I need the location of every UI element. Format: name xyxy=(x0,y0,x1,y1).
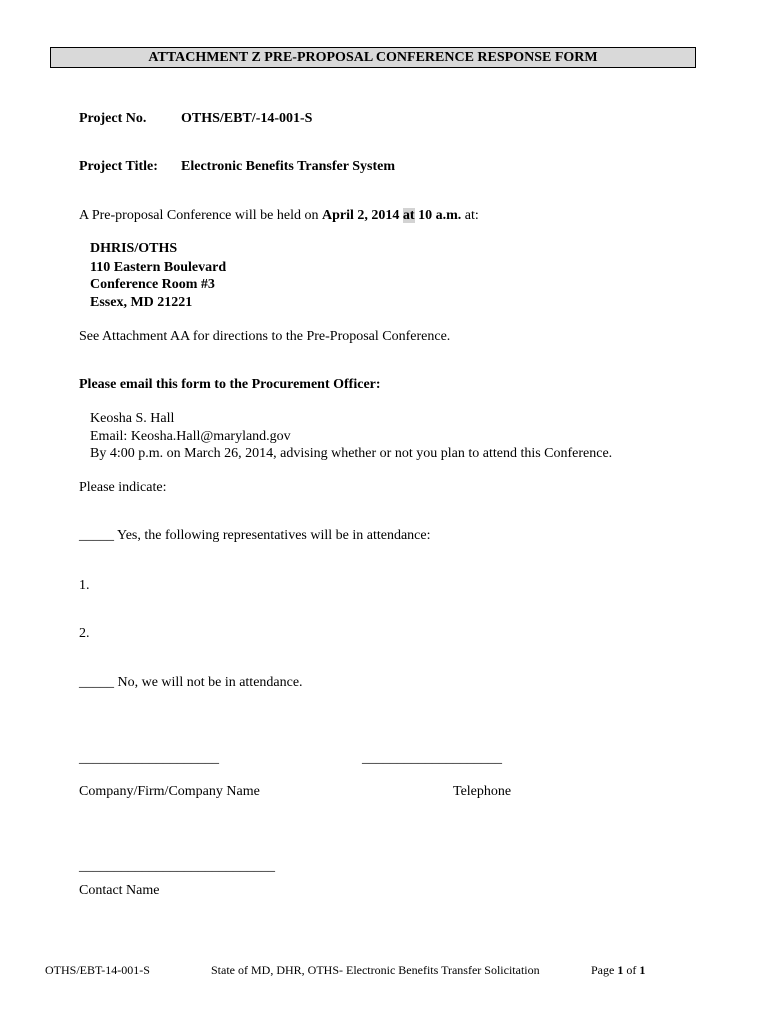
page-prefix: Page xyxy=(591,963,618,977)
address-line-1: DHRIS/OTHS xyxy=(90,241,178,256)
officer-email: Email: Keosha.Hall@maryland.gov xyxy=(90,429,291,444)
conference-intro-prefix: A Pre-proposal Conference will be held on xyxy=(79,208,322,223)
project-number-label: Project No. xyxy=(79,111,147,126)
officer-name: Keosha S. Hall xyxy=(90,411,175,426)
project-number-value: OTHS/EBT/-14-001-S xyxy=(181,111,313,126)
page-total: 1 xyxy=(639,963,646,977)
address-line-3: Conference Room #3 xyxy=(90,277,215,292)
response-deadline: By 4:00 p.m. on March 26, 2014, advising whether or not you plan to attend this Conference. xyxy=(90,446,613,461)
company-name-label: Company/Firm/Company Name xyxy=(79,784,260,799)
project-title-value: Electronic Benefits Transfer System xyxy=(181,159,395,174)
contact-name-label: Contact Name xyxy=(79,883,160,898)
footer-page-number xyxy=(591,962,645,979)
telephone-label: Telephone xyxy=(453,784,512,799)
directions-note: See Attachment AA for directions to the Pre-Proposal Conference. xyxy=(79,329,451,344)
page-current: 1 xyxy=(617,963,624,977)
address-line-2: 110 Eastern Boulevard xyxy=(90,260,227,275)
footer-solicitation-title: State of MD, DHR, OTHS- Electronic Benefits Transfer Solicitation xyxy=(211,963,540,977)
form-title: ATTACHMENT Z PRE-PROPOSAL CONFERENCE RESPONSE FORM xyxy=(50,47,696,68)
address-line-4: Essex, MD 21221 xyxy=(90,295,193,310)
email-heading: Please email this form to the Procurement Officer: xyxy=(79,377,381,392)
company-signature-line: ____________________ xyxy=(79,751,219,766)
page-of: of xyxy=(623,963,640,977)
telephone-signature-line: ____________________ xyxy=(362,751,502,766)
conference-date: April 2, 2014 xyxy=(322,208,400,223)
footer-document-id: OTHS/EBT-14-001-S xyxy=(45,963,150,977)
conference-intro xyxy=(79,207,479,224)
representative-2: 2. xyxy=(79,626,90,641)
representative-1: 1. xyxy=(79,578,90,593)
contact-signature-line: ____________________________ xyxy=(79,859,275,874)
conference-time: 10 a.m. xyxy=(418,208,462,223)
yes-option: _____ Yes, the following representatives will be in attendance: xyxy=(79,528,431,543)
please-indicate: Please indicate: xyxy=(79,480,167,495)
conference-at-word: at xyxy=(402,208,415,223)
no-option: _____ No, we will not be in attendance. xyxy=(79,675,303,690)
conference-intro-suffix: at: xyxy=(461,208,479,223)
project-title-label: Project Title: xyxy=(79,159,158,174)
